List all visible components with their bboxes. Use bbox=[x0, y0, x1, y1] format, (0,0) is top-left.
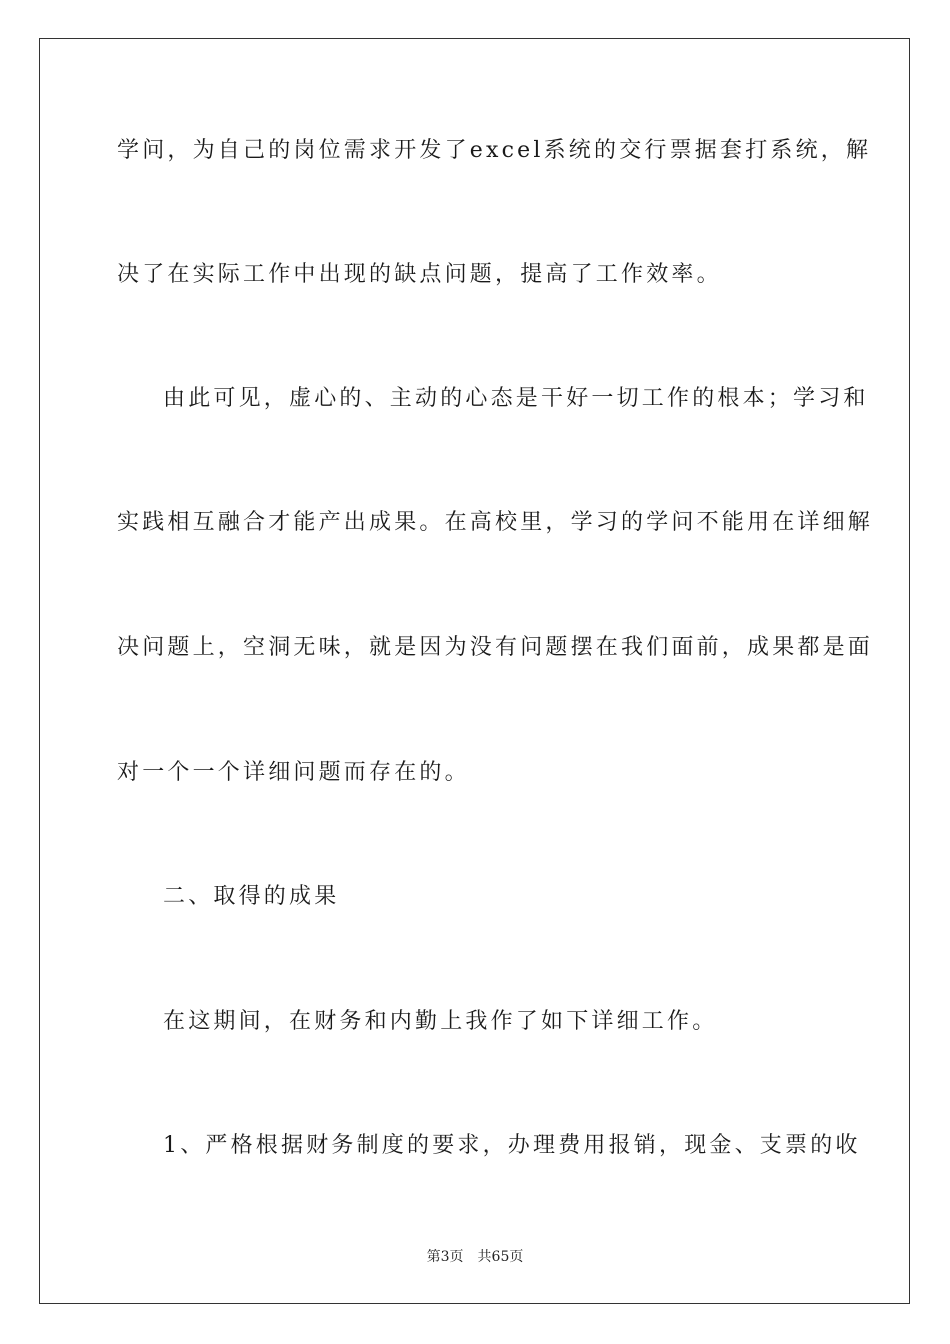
page-number: 第3页 bbox=[426, 1249, 464, 1265]
body-line-5: 决问题上，空洞无味，就是因为没有问题摆在我们面前，成果都是面 bbox=[117, 635, 874, 660]
page-border bbox=[39, 38, 910, 1304]
body-line-1: 学问，为自己的岗位需求开发了excel系统的交行票据套打系统，解 bbox=[117, 138, 872, 163]
page-footer bbox=[0, 1248, 950, 1266]
body-line-2: 决了在实际工作中出现的缺点问题，提高了工作效率。 bbox=[117, 262, 722, 287]
body-line-8: 在这期间，在财务和内勤上我作了如下详细工作。 bbox=[163, 1009, 718, 1034]
page-total: 共65页 bbox=[477, 1249, 524, 1265]
body-line-6: 对一个一个详细问题而存在的。 bbox=[117, 760, 470, 785]
body-line-4: 实践相互融合才能产出成果。在高校里，学习的学问不能用在详细解 bbox=[117, 510, 874, 535]
section-heading: 二、取得的成果 bbox=[163, 884, 340, 909]
body-line-9: 1、严格根据财务制度的要求，办理费用报销，现金、支票的收 bbox=[163, 1133, 861, 1158]
body-line-3: 由此可见，虚心的、主动的心态是干好一切工作的根本；学习和 bbox=[163, 386, 869, 411]
